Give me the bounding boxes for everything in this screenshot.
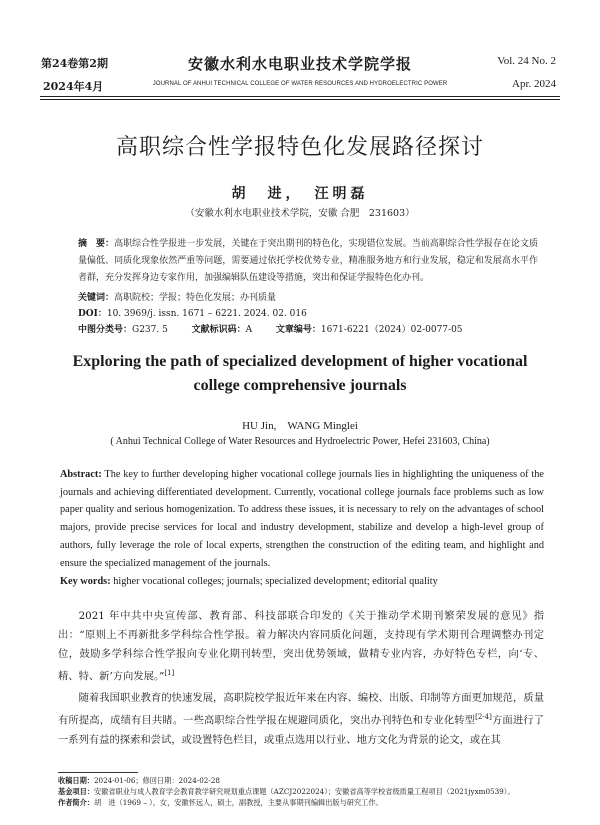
article-number-label: 文章编号：: [275, 325, 321, 335]
volume-issue-en: Vol. 24 No. 2: [497, 55, 556, 67]
footnotes: [58, 775, 548, 808]
footnote-received: [58, 775, 548, 786]
journal-name-en: JOURNAL OF ANHUI TECHNICAL COLLEGE OF WATER RESOURCES AND HYDROELECTRIC POWER: [152, 81, 448, 87]
header-rule-thick: [40, 96, 560, 97]
footnote-rule: [58, 772, 138, 773]
author-bio-label: 作者简介：: [58, 798, 94, 807]
doi-value: 10. 3969/j. issn. 1671 – 6221. 2024. 02. 016: [106, 309, 307, 319]
abstract-en-text: The key to further developing higher vocational college journals lies in highlighting the uniqueness of the journals and achieving differentiated development. Currently, vocational college journals face problems such as low paper quality and serious homogenization. To address these issues, it is necessary to rely on the advantages of school majors, provide precise services for local and industry development, stabilize and develop a high-level group of authors, fully leverage the role of local experts, strengthen the construction of the editing team, and highlight and ensure the specialized management of the journals.: [60, 469, 544, 569]
body-paragraph-2: [58, 689, 544, 749]
authors-cn: 胡 进， 汪明磊: [231, 186, 369, 202]
body-paragraph-1-text: 2021 年中共中央宣传部、教育部、科技部联合印发的《关于推动学术期刊繁荣发展的意见》指出：“原则上不再新批多学科综合性学报。着力解决内容同质化问题，支持现有学术期刊合理调整办刊定位，鼓励多学科综合性学报向专业化期刊转型，突出优势领域，做精专业内容，办好特色专栏，向‘专、精、特、新’方向发展。”: [58, 610, 544, 683]
abstract-en-label: Abstract:: [60, 469, 102, 480]
journal-name-cn: 安徽水利水电职业技术学院学报: [187, 55, 412, 73]
body-paragraph-2-text-a: 随着我国职业教育的快速发展，高职院校学报近年来在内容、编校、出版、印制等方面更加规范，质量有所提高，成绩有目共睹。一些高职综合性学报在规避同质化，突出办刊特色和专业化转型: [58, 692, 544, 727]
fund-value: 安徽省职业与成人教育学会教育教学研究规划重点课题（AZCJ2022024）；安徽省高等学校省级质量工程项目（2021jyxm0539）。: [93, 787, 515, 796]
abstract-cn-label: 摘 要：: [78, 239, 115, 249]
keywords-cn-text: 高职院校；学报；特色化发展；办刊质量: [114, 293, 277, 303]
received-label: 收稿日期：: [58, 776, 94, 785]
affiliation-cn: （安徽水利水电职业技术学院，安徽 合肥 231603）: [185, 208, 415, 219]
body-text: [58, 607, 544, 750]
paper-title-en: Exploring the path of specialized development of higher vocational college comprehensive journals: [72, 353, 528, 394]
author-bio-value: 胡 进（1969 – ），女，安徽怀远人，硕士，副教授，主要从事期刊编辑出版与研究工作。: [93, 798, 383, 807]
footnote-fund: [58, 786, 548, 797]
citation-1: [1]: [164, 669, 175, 677]
abstract-cn: [78, 236, 538, 287]
date-cn: 2024年4月: [43, 80, 104, 93]
footnote-author: [58, 797, 548, 808]
clc-label: 中图分类号：: [78, 325, 133, 335]
volume-issue-cn: 第24卷第2期: [41, 57, 108, 70]
abstract-en: [60, 466, 544, 572]
doi: [78, 306, 548, 319]
keywords-cn-label: 关键词：: [78, 293, 115, 303]
clc-value: G237. 5: [132, 325, 168, 335]
header-rule-thin: [40, 99, 560, 100]
keywords-en-text: higher vocational colleges; journals; specialized development; editorial quality: [113, 576, 438, 587]
body-paragraph-2-text-b: 方面进行了一系列有益的探索和尝试，或设置特色栏目，或重点选用以行业、地方文化为背景的论文，或在其: [58, 714, 545, 746]
classification-line: [78, 322, 548, 335]
paper-title-cn: 高职综合性学报特色化发展路径探讨: [115, 135, 484, 160]
citation-2-4: [2-4]: [475, 713, 492, 722]
body-paragraph-1: [58, 607, 544, 686]
article-number-value: 1671-6221（2024）02-0077-05: [320, 325, 463, 335]
doc-code-label: 文献标识码：: [191, 325, 246, 335]
date-en: Apr. 2024: [512, 78, 556, 90]
keywords-cn: [78, 290, 548, 303]
doi-label: DOI：: [78, 309, 107, 319]
doc-code-value: A: [245, 325, 253, 335]
keywords-en-label: Key words:: [60, 576, 111, 587]
abstract-cn-text: 高职综合性学报进一步发展，关键在于突出期刊的特色化，实现错位发展。当前高职综合性学报存在论文质量偏低、同质化现象依然严重等问题，需要通过依托学校优势专业，精准服务地方和行业发展，稳定和发展高水平作者群，充分发挥身边专家作用，加强编辑队伍建设等措施，突出和保证学报特色化办刊。: [78, 239, 538, 283]
affiliation-en: ( Anhui Technical College of Water Resources and Hydroelectric Power, Hefei 231603, China): [110, 436, 490, 447]
received-value: 2024-01-06；修回日期：2024-02-28: [93, 776, 220, 785]
keywords-en: [60, 576, 544, 587]
fund-label: 基金项目：: [58, 787, 94, 796]
authors-en: HU Jin, WANG Minglei: [242, 420, 358, 432]
